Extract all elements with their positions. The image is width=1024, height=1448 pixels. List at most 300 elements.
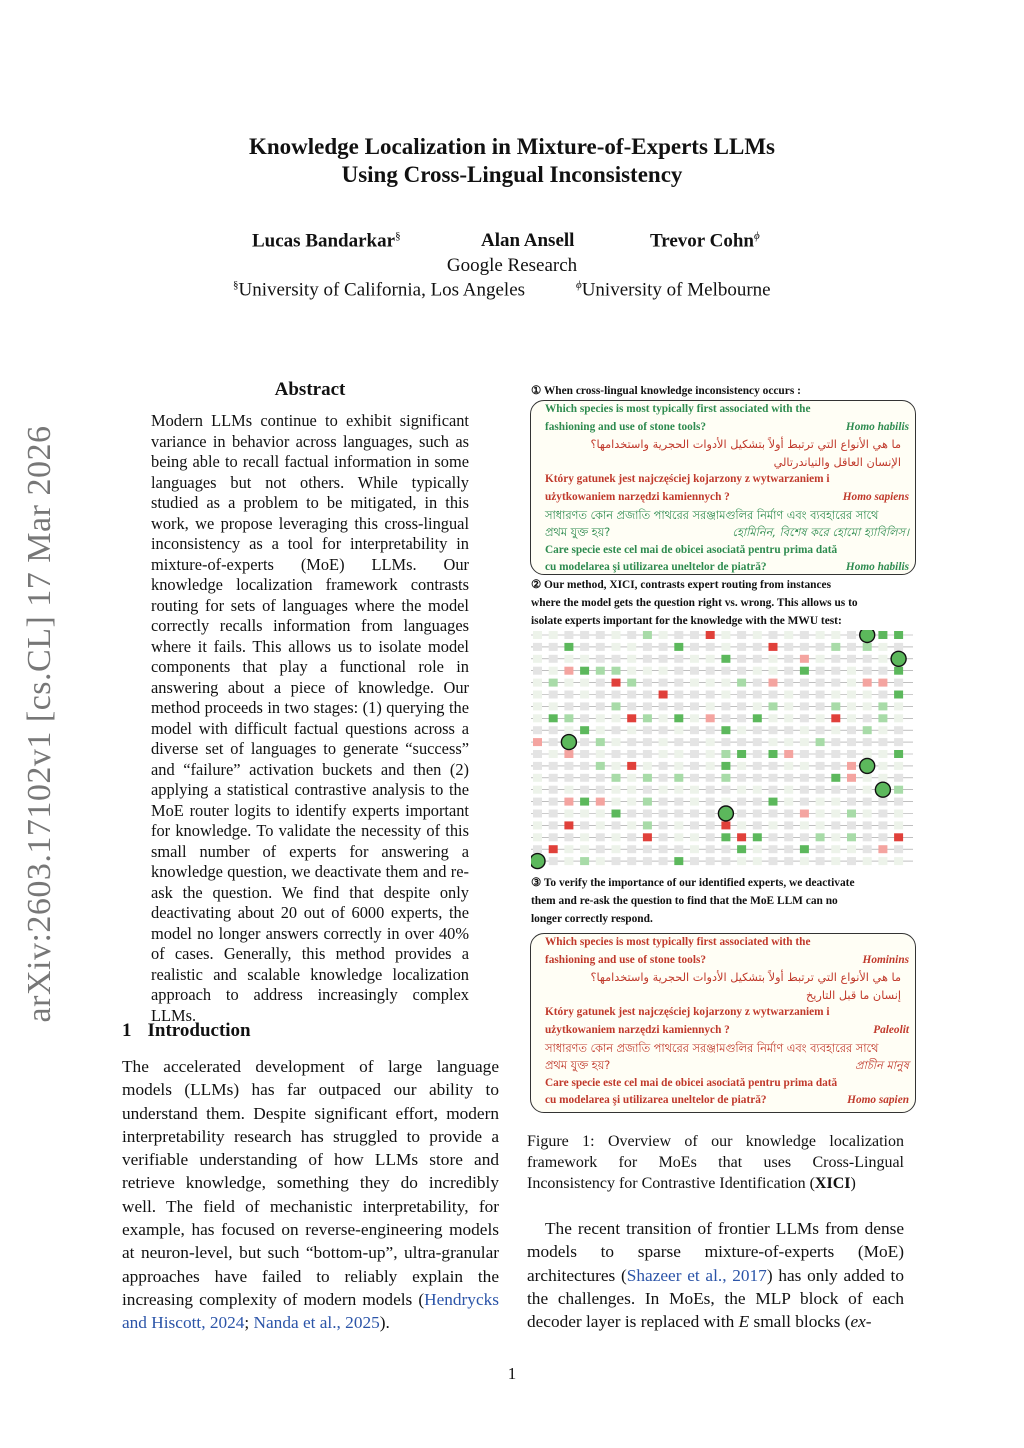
expert-cell: [674, 810, 683, 818]
expert-cell: [643, 833, 652, 841]
expert-cell: [847, 845, 856, 853]
expert-cell: [721, 750, 730, 758]
expert-cell: [800, 750, 809, 758]
expert-cell: [596, 643, 605, 651]
expert-cell: [831, 821, 840, 829]
expert-cell: [784, 631, 793, 639]
expert-cell: [690, 643, 699, 651]
expert-cell: [659, 667, 668, 675]
expert-cell: [627, 833, 636, 841]
arxiv-stamp: arXiv:2603.17102v1 [cs.CL] 17 Mar 2026: [21, 425, 58, 1023]
figure-step-2: ② Our method, XICI, contrasts expert routing from instances where the model gets the question right vs. wrong. This allows us to isolate experts important for the knowledge with the MWU test:: [531, 579, 858, 627]
author-3: Trevor Cohn$^\phi$: [650, 230, 760, 252]
expert-cell: [706, 726, 715, 734]
expert-cell: [674, 691, 683, 699]
expert-cell: [721, 774, 730, 782]
expert-cell: [659, 643, 668, 651]
expert-cell: [769, 833, 778, 841]
expert-cell: [612, 738, 621, 746]
expert-cell: [659, 691, 668, 699]
expert-cell: [674, 762, 683, 770]
expert-cell: [737, 774, 746, 782]
expert-cell: [863, 857, 872, 865]
expert-cell: [753, 762, 762, 770]
expert-cell: [737, 845, 746, 853]
expert-cell: [690, 691, 699, 699]
expert-cell: [564, 691, 573, 699]
expert-cell: [580, 774, 589, 782]
expert-cell: [706, 833, 715, 841]
expert-cell: [612, 691, 621, 699]
answer-ar: إنسان ما قبل التاريخ: [805, 988, 901, 1002]
expert-cell: [596, 738, 605, 746]
expert-cell: [674, 738, 683, 746]
answer-pl: Paleolit: [873, 1023, 909, 1036]
expert-cell: [753, 857, 762, 865]
expert-cell: [894, 738, 903, 746]
expert-cell: [847, 774, 856, 782]
expert-cell: [659, 738, 668, 746]
expert-cell: [659, 750, 668, 758]
figure-step-3: ③ To verify the importance of our identified experts, we deactivate them and re-ask the question to find that the MoE LLM can no longer correctly respond.: [531, 877, 855, 925]
expert-cell: [564, 750, 573, 758]
expert-cell: [549, 810, 558, 818]
expert-cell: [863, 774, 872, 782]
expert-cell: [580, 762, 589, 770]
expert-cell: [753, 738, 762, 746]
important-expert-marker: [561, 735, 576, 750]
expert-cell: [674, 774, 683, 782]
expert-cell: [737, 857, 746, 865]
question-bn: সাধারণত কোন প্রজাতি পাথরের সরঞ্জামগুলির নির্মাণ এবং ব্যবহারের সাথে: [545, 508, 879, 522]
expert-cell: [847, 714, 856, 722]
expert-cell: [831, 857, 840, 865]
expert-cell: [674, 643, 683, 651]
expert-cell: [863, 691, 872, 699]
expert-cell: [533, 679, 542, 687]
expert-cell: [706, 679, 715, 687]
expert-cell: [580, 798, 589, 806]
important-expert-marker: [891, 651, 906, 666]
title-line-2: Using Cross-Lingual Inconsistency: [341, 162, 683, 187]
expert-cell: [533, 655, 542, 663]
expert-cell: [659, 679, 668, 687]
expert-cell: [627, 667, 636, 675]
expert-cell: [831, 679, 840, 687]
expert-cell: [894, 833, 903, 841]
expert-cell: [690, 702, 699, 710]
expert-cell: [533, 643, 542, 651]
expert-cell: [596, 810, 605, 818]
expert-cell: [549, 667, 558, 675]
expert-cell: [721, 667, 730, 675]
expert-cell: [721, 845, 730, 853]
expert-cell: [831, 702, 840, 710]
expert-cell: [847, 702, 856, 710]
expert-cell: [784, 738, 793, 746]
expert-cell: [580, 833, 589, 841]
expert-cell: [847, 643, 856, 651]
citation-link[interactable]: Shazeer et al., 2017: [626, 1265, 767, 1285]
expert-cell: [769, 679, 778, 687]
expert-cell: [753, 631, 762, 639]
expert-cell: [894, 679, 903, 687]
important-expert-marker: [860, 630, 875, 643]
expert-cell: [816, 714, 825, 722]
expert-cell: [721, 714, 730, 722]
expert-cell: [737, 691, 746, 699]
expert-cell: [674, 845, 683, 853]
expert-cell: [580, 691, 589, 699]
expert-cell: [549, 738, 558, 746]
expert-cell: [627, 810, 636, 818]
expert-cell: [878, 679, 887, 687]
expert-cell: [878, 821, 887, 829]
expert-cell: [784, 762, 793, 770]
expert-cell: [596, 798, 605, 806]
expert-cell: [721, 726, 730, 734]
expert-cell: [784, 774, 793, 782]
expert-cell: [612, 631, 621, 639]
expert-cell: [564, 810, 573, 818]
expert-cell: [894, 702, 903, 710]
expert-cell: [612, 655, 621, 663]
question-ar: ما هي الأنواع التي ترتبط أولاً بتشكيل الأدوات الحجرية واستخدامها؟: [590, 438, 901, 452]
expert-cell: [800, 810, 809, 818]
expert-cell: [580, 738, 589, 746]
expert-cell: [737, 667, 746, 675]
expert-cell: [737, 750, 746, 758]
expert-cell: [753, 667, 762, 675]
expert-cell: [878, 667, 887, 675]
expert-cell: [596, 786, 605, 794]
expert-cell: [737, 798, 746, 806]
expert-cell: [533, 750, 542, 758]
expert-cell: [674, 726, 683, 734]
organization: Google Research: [446, 255, 578, 276]
expert-cell: [863, 810, 872, 818]
expert-cell: [816, 738, 825, 746]
expert-cell: [721, 786, 730, 794]
expert-cell: [674, 821, 683, 829]
expert-cell: [580, 714, 589, 722]
expert-cell: [612, 845, 621, 853]
expert-cell: [878, 774, 887, 782]
expert-cell: [627, 750, 636, 758]
expert-cell: [612, 726, 621, 734]
expert-cell: [690, 679, 699, 687]
expert-cell: [690, 774, 699, 782]
expert-cell: [643, 810, 652, 818]
expert-cell: [706, 845, 715, 853]
expert-cell: [612, 714, 621, 722]
expert-cell: [737, 714, 746, 722]
expert-cell: [706, 857, 715, 865]
expert-cell: [753, 845, 762, 853]
expert-cell: [549, 702, 558, 710]
expert-cell: [831, 845, 840, 853]
expert-cell: [596, 857, 605, 865]
expert-cell: [863, 679, 872, 687]
expert-cell: [784, 726, 793, 734]
expert-cell: [863, 821, 872, 829]
expert-cell: [769, 798, 778, 806]
expert-cell: [549, 798, 558, 806]
expert-cell: [894, 643, 903, 651]
expert-cell: [769, 726, 778, 734]
expert-cell: [627, 643, 636, 651]
expert-cell: [533, 821, 542, 829]
expert-cell: [706, 655, 715, 663]
expert-cell: [533, 810, 542, 818]
question-pl: Który gatunek jest najczęściej kojarzony z wytwarzaniem i: [545, 473, 830, 486]
abstract-heading: Abstract: [274, 379, 346, 400]
expert-cell: [612, 821, 621, 829]
expert-cell: [596, 845, 605, 853]
expert-cell: [863, 798, 872, 806]
expert-cell: [737, 762, 746, 770]
expert-cell: [580, 786, 589, 794]
expert-cell: [753, 702, 762, 710]
expert-cell: [784, 643, 793, 651]
expert-cell: [533, 833, 542, 841]
expert-cell: [847, 691, 856, 699]
expert-cell: [690, 655, 699, 663]
expert-cell: [580, 667, 589, 675]
figure-caption: Figure 1: Overview of our knowledge localization framework for MoEs that uses Cross-Lingual Inconsistency for Contrastive Identification (XICI): [527, 1133, 904, 1192]
expert-cell: [549, 714, 558, 722]
expert-cell: [831, 726, 840, 734]
expert-cell: [800, 798, 809, 806]
expert-cell: [769, 691, 778, 699]
expert-cell: [564, 798, 573, 806]
expert-cell: [643, 821, 652, 829]
expert-cell: [659, 786, 668, 794]
expert-cell: [894, 857, 903, 865]
expert-cell: [721, 702, 730, 710]
expert-cell: [564, 845, 573, 853]
expert-cell: [769, 845, 778, 853]
expert-cell: [831, 750, 840, 758]
section-heading-introduction: 1 Introduction: [122, 1020, 251, 1041]
expert-cell: [784, 857, 793, 865]
expert-cell: [878, 857, 887, 865]
expert-cell: [863, 643, 872, 651]
expert-cell: [878, 845, 887, 853]
expert-cell: [627, 774, 636, 782]
expert-cell: [753, 798, 762, 806]
expert-cell: [831, 655, 840, 663]
expert-cell: [580, 679, 589, 687]
expert-cell: [690, 786, 699, 794]
expert-cell: [564, 833, 573, 841]
expert-cell: [564, 702, 573, 710]
expert-cell: [737, 821, 746, 829]
expert-cell: [784, 714, 793, 722]
expert-cell: [706, 774, 715, 782]
expert-cell: [847, 726, 856, 734]
expert-cell: [643, 631, 652, 639]
expert-cell: [690, 726, 699, 734]
citation-link[interactable]: Nanda et al., 2025: [253, 1313, 380, 1333]
expert-cell: [863, 655, 872, 663]
expert-cell: [690, 798, 699, 806]
expert-cell: [863, 845, 872, 853]
expert-cell: [721, 738, 730, 746]
expert-cell: [580, 726, 589, 734]
expert-cell: [706, 702, 715, 710]
expert-cell: [769, 786, 778, 794]
expert-cell: [831, 738, 840, 746]
expert-cell: [831, 762, 840, 770]
expert-cell: [659, 810, 668, 818]
answer-en: Hominins: [862, 953, 909, 966]
expert-cell: [863, 833, 872, 841]
expert-cell: [784, 821, 793, 829]
expert-cell: [659, 762, 668, 770]
expert-cell: [643, 857, 652, 865]
expert-cell: [784, 798, 793, 806]
expert-cell: [674, 655, 683, 663]
expert-cell: [533, 738, 542, 746]
expert-cell: [878, 810, 887, 818]
expert-cell: [847, 798, 856, 806]
expert-cell: [659, 714, 668, 722]
expert-cell: [721, 655, 730, 663]
expert-cell: [800, 702, 809, 710]
expert-cell: [831, 631, 840, 639]
expert-cell: [816, 845, 825, 853]
expert-cell: [674, 702, 683, 710]
expert-cell: [863, 738, 872, 746]
expert-routing-grid: [531, 630, 913, 874]
expert-cell: [721, 643, 730, 651]
expert-cell: [596, 821, 605, 829]
expert-cell: [784, 750, 793, 758]
expert-cell: [769, 738, 778, 746]
expert-cell: [533, 691, 542, 699]
expert-cell: [612, 750, 621, 758]
expert-cell: [800, 821, 809, 829]
expert-cell: [643, 786, 652, 794]
expert-cell: [800, 845, 809, 853]
expert-cell: [612, 798, 621, 806]
expert-cell: [643, 738, 652, 746]
expert-cell: [533, 798, 542, 806]
expert-cell: [564, 762, 573, 770]
expert-cell: [627, 702, 636, 710]
expert-cell: [564, 655, 573, 663]
expert-cell: [784, 691, 793, 699]
expert-cell: [627, 691, 636, 699]
expert-cell: [612, 810, 621, 818]
expert-cell: [564, 857, 573, 865]
expert-cell: [894, 810, 903, 818]
expert-cell: [612, 774, 621, 782]
expert-cell: [627, 679, 636, 687]
expert-cell: [784, 655, 793, 663]
expert-cell: [659, 821, 668, 829]
expert-cell: [784, 679, 793, 687]
introduction-text: The accelerated development of large language models (LLMs) has far outpaced our ability to understand them. Despite significant effort, modern interpretability research has struggled to provide a verifiable understanding of how LLMs store and retrieve knowledge, something they do incredibly well. The field of mechanistic interpretability, for example, has focused on reverse-engineering models at neuron-level, but such “bottom-up”, ultra-granular approaches have failed to reliably explain the increasing complexity of modern models (Hendrycks and Hiscott, 2024; Nanda et al., 2025).: [122, 1057, 499, 1333]
expert-cell: [643, 762, 652, 770]
expert-cell: [627, 798, 636, 806]
expert-cell: [596, 762, 605, 770]
expert-cell: [706, 821, 715, 829]
expert-cell: [831, 691, 840, 699]
paper-title: [0, 133, 1024, 189]
expert-cell: [800, 691, 809, 699]
expert-cell: [706, 810, 715, 818]
expert-cell: [737, 655, 746, 663]
answer-en: Homo habilis: [845, 420, 909, 433]
expert-cell: [627, 821, 636, 829]
expert-cell: [816, 726, 825, 734]
expert-cell: [580, 845, 589, 853]
expert-cell: [721, 691, 730, 699]
expert-cell: [831, 833, 840, 841]
question-en: Which species is most typically first associated with the: [545, 936, 811, 948]
expert-cell: [690, 738, 699, 746]
expert-cell: [894, 821, 903, 829]
expert-cell: [753, 810, 762, 818]
expert-cell: [659, 857, 668, 865]
expert-cell: [816, 833, 825, 841]
expert-cell: [753, 726, 762, 734]
expert-cell: [816, 750, 825, 758]
expert-cell: [690, 833, 699, 841]
expert-cell: [753, 833, 762, 841]
expert-cell: [580, 857, 589, 865]
expert-cell: [533, 845, 542, 853]
expert-cell: [878, 643, 887, 651]
expert-cell: [690, 821, 699, 829]
expert-cell: [894, 845, 903, 853]
expert-cell: [612, 702, 621, 710]
expert-cell: [753, 679, 762, 687]
expert-cell: [596, 631, 605, 639]
expert-cell: [549, 643, 558, 651]
expert-cell: [721, 762, 730, 770]
expert-cell: [816, 702, 825, 710]
expert-cell: [674, 786, 683, 794]
expert-cell: [816, 774, 825, 782]
expert-cell: [596, 702, 605, 710]
expert-cell: [533, 631, 542, 639]
answer-ro: Homo habilis: [845, 561, 909, 574]
expert-cell: [549, 679, 558, 687]
affiliation-1: §University of California, Los Angeles: [233, 279, 526, 301]
expert-cell: [706, 786, 715, 794]
expert-cell: [612, 857, 621, 865]
expert-cell: [674, 798, 683, 806]
citation-link[interactable]: Hendrycks and Hiscott, 2024: [122, 1289, 499, 1333]
figure-step-1: ① When cross-lingual knowledge inconsistency occurs :: [531, 385, 801, 397]
expert-cell: [769, 857, 778, 865]
expert-cell: [769, 702, 778, 710]
expert-cell: [878, 702, 887, 710]
expert-cell: [690, 631, 699, 639]
expert-cell: [612, 833, 621, 841]
expert-cell: [847, 857, 856, 865]
expert-cell: [769, 667, 778, 675]
expert-cell: [784, 845, 793, 853]
expert-cell: [863, 667, 872, 675]
expert-cell: [800, 774, 809, 782]
expert-cell: [863, 786, 872, 794]
expert-cell: [800, 643, 809, 651]
expert-cell: [674, 833, 683, 841]
